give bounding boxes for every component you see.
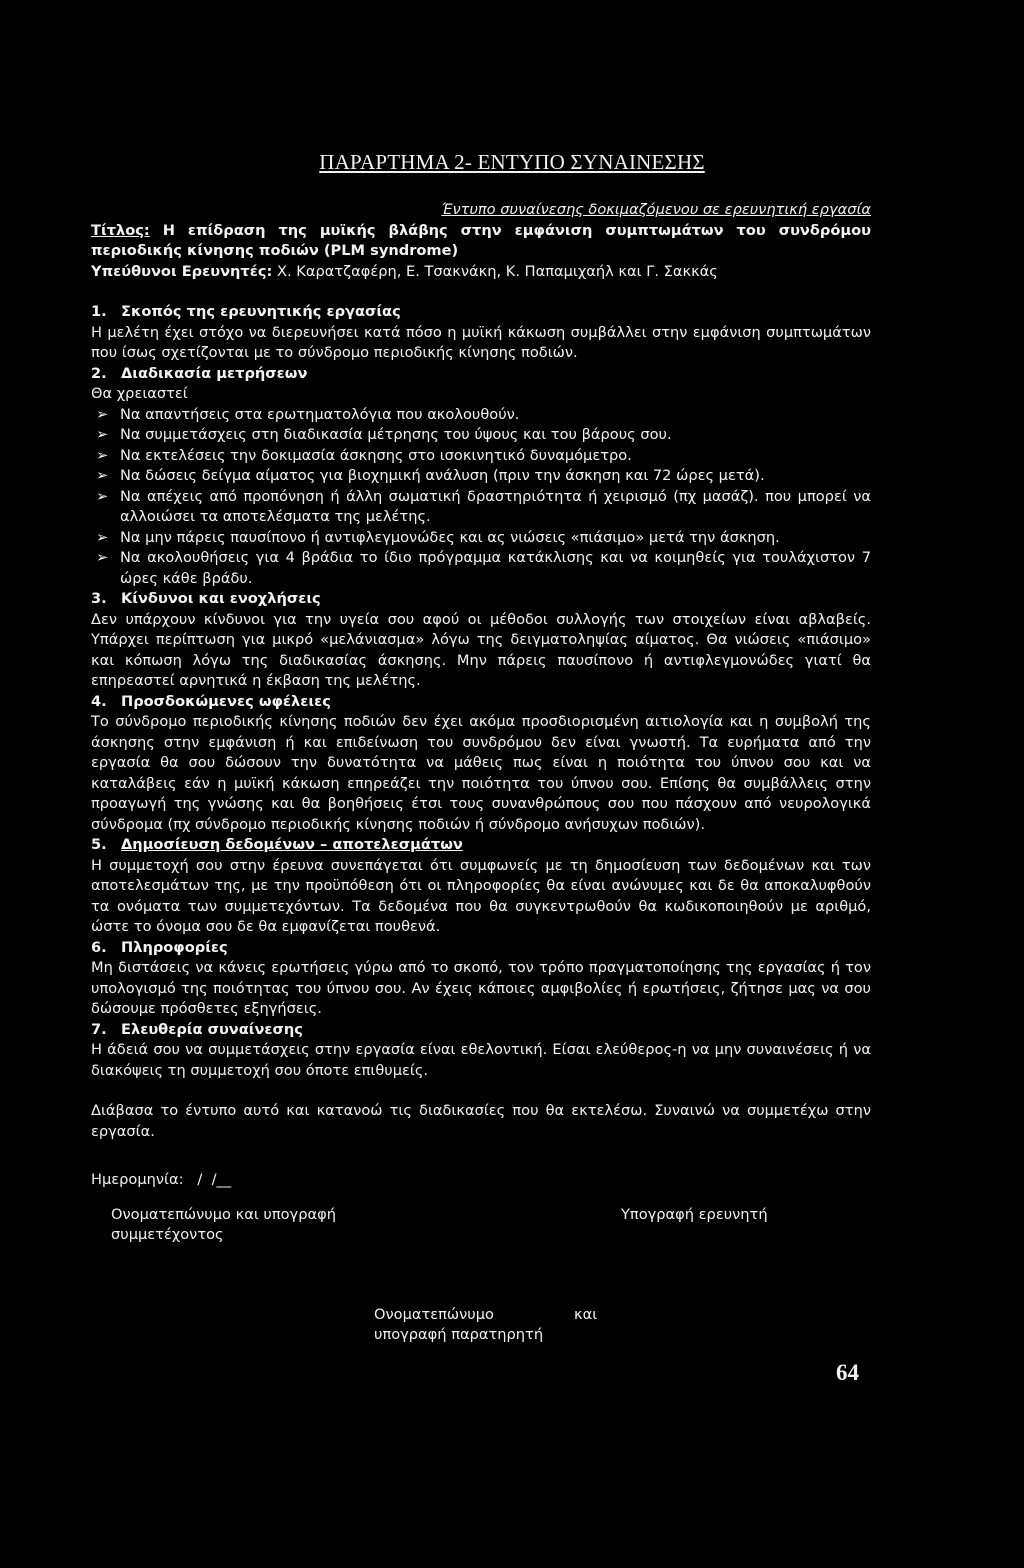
observer-name-label: Ονοματεπώνυμο [374, 1305, 494, 1323]
list-item-text: Να δώσεις δείγμα αίματος για βιοχημική ανάλυση (πριν την άσκηση και 72 ώρες μετά). [120, 467, 765, 484]
section-5-text: Η συμμετοχή σου στην έρευνα συνεπάγεται ότι συμφωνείς με τη δημοσίευση των δεδομένων και των αποτελεσμάτων της, με την προϋπόθεση ότι οι πληροφορίες θα είναι ανώνυμες και δε θα αποκαλυφθούν τα ονόματα των συμμετεχόντων. Τα δεδομένα που θα συγκεντρωθούν θα κωδικοποιηθούν με αριθμό, ώστε το όνομα σου δε θα εμφανίζεται πουθενά. [91, 856, 871, 935]
list-item [91, 528, 871, 549]
form-subtitle: Έντυπο συναίνεσης δοκιμαζόμενου σε ερευνητική εργασία [441, 201, 871, 218]
date-field: Ημερομηνία: / /__ [91, 1171, 232, 1188]
participant-signature-label: Ονοματεπώνυμο και υπογραφή [111, 1205, 336, 1223]
arrow-bullet-icon: ➢ [96, 426, 109, 443]
participant-signature [111, 1205, 411, 1246]
arrow-bullet-icon: ➢ [96, 446, 109, 464]
spacer [91, 1142, 871, 1170]
section-4-number: 4. [91, 692, 107, 710]
list-item [91, 425, 871, 446]
researcher-signature-label: Υπογραφή ερευνητή [621, 1205, 768, 1223]
list-item-text: Να συμμετάσχεις στη διαδικασία μέτρησης του ύψους και του βάρους σου. [120, 426, 672, 443]
page-title: ΠΑΡΑΡΤΗΜΑ 2- ΕΝΤΥΠΟ ΣΥΝΑΙΝΕΣΗΣ [319, 150, 705, 174]
participant-signature-label-2: συμμετέχοντος [111, 1226, 224, 1243]
requirements-list [91, 405, 871, 590]
section-3-title: Κίνδυνοι και ενοχλήσεις [121, 590, 321, 607]
section-3-heading [91, 589, 871, 610]
list-item [91, 548, 871, 589]
list-item-text: Να μην πάρεις παυσίπονο ή αντιφλεγμονώδες και ας νιώσεις «πιάσιμο» μετά την άσκηση. [120, 528, 780, 546]
observer-signature-labels [374, 1305, 614, 1346]
study-title-text: Η επίδραση της μυϊκής βλάβης στην εμφάνιση συμπτωμάτων του συνδρόμου περιοδικής κίνησης ποδιών (PLM syndrome) [91, 221, 871, 259]
section-6-number: 6. [91, 938, 107, 956]
spacer [91, 1191, 871, 1205]
arrow-bullet-icon: ➢ [96, 405, 109, 423]
page-number: 64 [836, 1360, 859, 1385]
section-5-number: 5. [91, 836, 107, 853]
section-3-number: 3. [91, 590, 107, 607]
section-4-text: Το σύνδρομο περιοδικής κίνησης ποδιών δεν έχει ακόμα προσδιορισμένη αιτιολογία και η συμβολή της άσκησης στην εμφάνιση ή και επιδείνωση του συνδρόμου δεν είναι γνωστή. Τα ευρήματα από την εργασία θα σου δώσουν την δυνατότητα να μάθεις πως είναι η ποιότητα του ύπνου σου και να καταλάβεις εάν η μυϊκή κάκωση επηρεάζει την ποιότητα του ύπνου σου. Επίσης θα συμβάλλεις στην προαγωγή της γνώσης και θα βοηθήσεις έτσι τους συνανθρώπους σου που πάσχουν από νευρολογικά σύνδρομα (πχ σύνδρομο περιοδικής κίνησης ποδιών ή σύνδρομο ανήσυχων ποδιών). [91, 713, 871, 833]
section-5-heading [91, 835, 871, 856]
researchers-label: Υπεύθυνοι Ερευνητές: [91, 262, 273, 280]
section-4-heading [91, 692, 871, 713]
list-item [91, 466, 871, 487]
section-6-title: Πληροφορίες [121, 938, 228, 956]
section-2-title: Διαδικασία μετρήσεων [121, 364, 308, 382]
list-item-text: Να απέχεις από προπόνηση ή άλλη σωματική δραστηριότητα ή χειρισμό (πχ μασάζ). που μπορεί να αλλοιώσει τα αποτελέσματα της μελέτης. [120, 487, 871, 525]
section-2-number: 2. [91, 364, 107, 382]
list-item-text: Να εκτελέσεις την δοκιμασία άσκησης στο ισοκινητικό δυναμόμετρο. [120, 446, 632, 464]
observer-signature [91, 1305, 871, 1365]
observer-line-1 [374, 1305, 614, 1326]
section-1-number: 1. [91, 303, 107, 320]
section-7-number: 7. [91, 1020, 107, 1038]
list-item [91, 405, 871, 426]
study-title [91, 221, 871, 262]
spacer [91, 1081, 871, 1101]
list-item-text: Να ακολουθήσεις για 4 βράδια το ίδιο πρόγραμμα κατάκλισης και να κοιμηθείς για τουλάχιστον 7 ώρες κάθε βράδυ. [120, 549, 871, 587]
list-item [91, 487, 871, 528]
document-body [91, 200, 871, 1365]
arrow-bullet-icon: ➢ [96, 487, 109, 505]
observer-and-label: και [574, 1305, 598, 1323]
section-6-text: Μη διστάσεις να κάνεις ερωτήσεις γύρω από το σκοπό, τον τρόπο πραγματοποίησης της εργασίας ή τον υπολογισμό της ποιότητας του ύπνου σου. Αν έχεις κάποιες αμφιβολίες ή ερωτήσεις, ζήτησε μας να σου δώσουμε πρόσθετες εξηγήσεις. [91, 959, 871, 1017]
signature-block [91, 1205, 871, 1305]
section-6-heading [91, 938, 871, 959]
study-title-label: Τίτλος: [91, 221, 150, 239]
section-7-heading [91, 1020, 871, 1041]
arrow-bullet-icon: ➢ [96, 549, 109, 566]
researcher-signature [621, 1205, 768, 1226]
section-2-heading [91, 364, 871, 385]
study-researchers [91, 262, 871, 283]
spacer [91, 282, 871, 302]
arrow-bullet-icon: ➢ [96, 528, 109, 546]
section-1-text: Η μελέτη έχει στόχο να διερευνήσει κατά πόσο η μυϊκή κάκωση συμβάλλει στην εμφάνιση συμπτωμάτων που ίσως σχετίζονται με το σύνδρομο περιοδικής κίνησης ποδιών. [91, 323, 871, 361]
section-1-heading [91, 302, 871, 323]
consent-declaration: Διάβασα το έντυπο αυτό και κατανοώ τις διαδικασίες που θα εκτελέσω. Συναινώ να συμμετέχω στην εργασία. [91, 1102, 871, 1140]
section-5-title: Δημοσίευση δεδομένων – αποτελεσμάτων [121, 836, 463, 853]
section-4-title: Προσδοκώμενες ωφέλειες [121, 692, 331, 710]
section-1-title: Σκοπός της ερευνητικής εργασίας [121, 303, 401, 320]
researchers-text: Χ. Καρατζαφέρη, Ε. Τσακνάκη, Κ. Παπαμιχαήλ και Γ. Σακκάς [272, 262, 718, 280]
list-item [91, 446, 871, 467]
section-7-title: Ελευθερία συναίνεσης [121, 1020, 303, 1038]
section-7-text: Η άδειά σου να συμμετάσχεις στην εργασία είναι εθελοντική. Είσαι ελεύθερος-η να μην συναινέσεις ή να διακόψεις τη συμμετοχή σου όποτε επιθυμείς. [91, 1041, 871, 1079]
section-3-text: Δεν υπάρχουν κίνδυνοι για την υγεία σου αφού οι μέθοδοι συλλογής των στοιχείων είναι αβλαβείς. Υπάρχει περίπτωση για μικρό «μελάνιασμα» λόγω της δειγματοληψίας αίματος. Θα νιώσεις «πιάσιμο» και κόπωση λόγω της διαδικασίας άσκησης. Μην πάρεις παυσίπονο ή αντιφλεγμονώδες γιατί θα επηρεαστεί αρνητικά η έκβαση της μελέτης. [91, 610, 871, 689]
arrow-bullet-icon: ➢ [96, 467, 109, 484]
observer-signature-label: υπογραφή παρατηρητή [374, 1326, 544, 1343]
list-item-text: Να απαντήσεις στα ερωτηματολόγια που ακολουθούν. [120, 405, 520, 423]
section-2-intro: Θα χρειαστεί [91, 385, 188, 402]
